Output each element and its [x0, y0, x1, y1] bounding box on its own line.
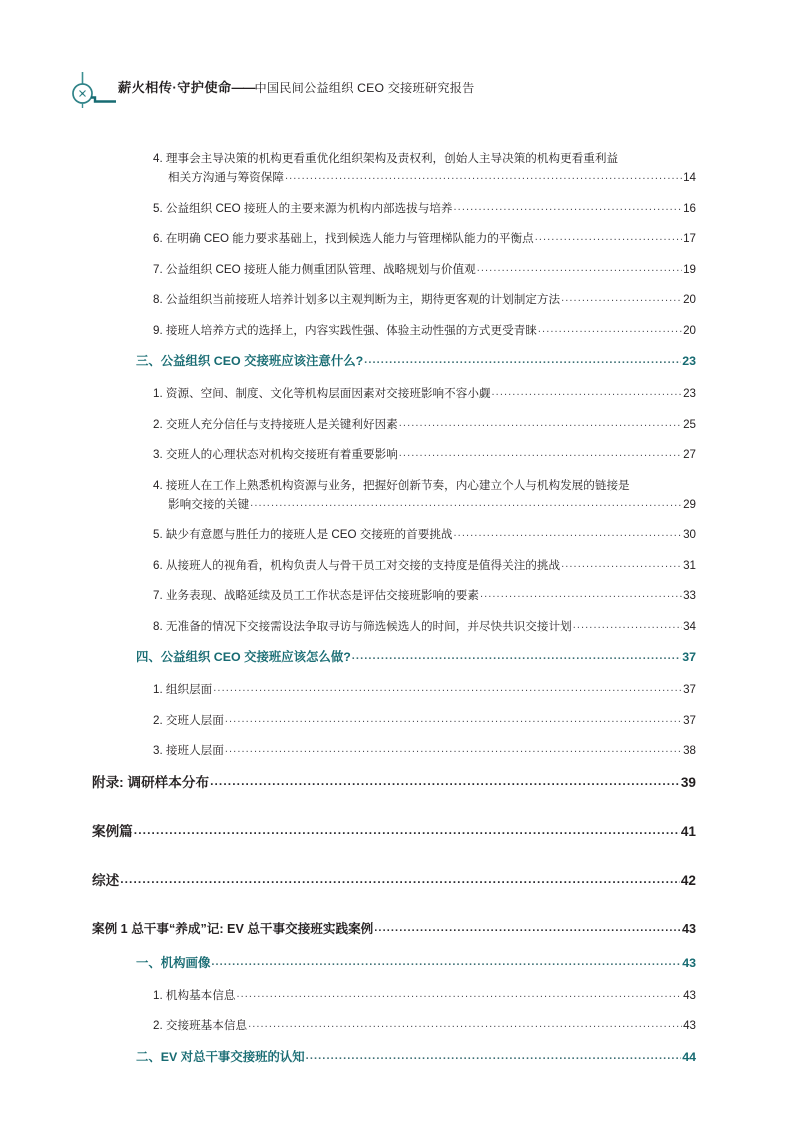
toc-entry-label: 6. 从接班人的视角看，机构负责人与骨干员工对交接的支持度是值得关注的挑战 [153, 558, 561, 572]
toc-entry-label: 8. 无准备的情况下交接需设法争取寻访与筛选候选人的时间，并尽快共识交接计划 [153, 619, 572, 633]
toc-page-number: 19 [683, 262, 696, 276]
toc-page-number: 37 [683, 713, 696, 727]
toc-entry-label: 1. 资源、空间、制度、文化等机构层面因素对交接班影响不容小觑 [153, 387, 491, 400]
toc-entry-label: 6. 在明确 CEO 能力要求基础上，找到候选人能力与管理梯队能力的平衡点 [153, 232, 534, 245]
toc-page-number: 44 [682, 1049, 696, 1064]
toc-dot-leader [454, 198, 683, 216]
toc-dot-leader [210, 771, 680, 791]
toc-dot-leader [250, 494, 682, 512]
header-title-main: 薪火相传·守护使命 [118, 80, 232, 95]
toc-page-number: 42 [680, 872, 696, 888]
toc-page-number: 37 [682, 650, 696, 664]
toc-entry-label: 5. 缺少有意愿与胜任力的接班人是 CEO 交接班的首要挑战 [153, 528, 453, 541]
toc-entry[interactable] [0, 773, 793, 793]
toc-entry[interactable] [0, 681, 793, 699]
toc-entry[interactable] [0, 648, 793, 667]
toc-entry[interactable] [0, 496, 793, 514]
toc-entry[interactable] [0, 352, 793, 371]
toc-entry-label: 一、机构画像 [136, 955, 211, 970]
toc-page-number: 39 [680, 774, 696, 790]
toc-page-number: 23 [683, 387, 696, 400]
toc-entry[interactable] [0, 742, 793, 760]
toc-dot-leader [236, 985, 682, 1003]
toc-dot-leader [538, 320, 682, 338]
toc-page-number: 16 [683, 201, 696, 215]
toc-page-number: 38 [683, 744, 696, 757]
toc-dot-leader [248, 1015, 682, 1033]
toc-entry-label: 3. 接班人层面 [153, 744, 224, 757]
compass-circle-logo-icon [58, 70, 116, 110]
toc-dot-leader [225, 740, 682, 758]
toc-entry-line [0, 150, 793, 167]
toc-page-number: 41 [680, 823, 696, 839]
toc-dot-leader [134, 820, 680, 840]
toc-entry[interactable] [0, 920, 793, 940]
header-title-sub: 中国民间公益组织 CEO 交接班研究报告 [254, 81, 475, 95]
toc-dot-leader [454, 524, 683, 542]
toc-dot-leader [492, 383, 683, 401]
toc-dot-leader [211, 952, 681, 971]
toc-entry-label: 案例篇 [92, 823, 133, 839]
toc-entry[interactable] [0, 416, 793, 434]
toc-page-number: 17 [683, 232, 696, 245]
header-title-dash: —— [231, 81, 255, 95]
table-of-contents [0, 150, 793, 1081]
toc-dot-leader [306, 1046, 682, 1065]
toc-entry[interactable] [0, 557, 793, 575]
toc-entry-label: 2. 交班人层面 [153, 713, 224, 727]
toc-dot-leader [352, 646, 681, 665]
toc-dot-leader [399, 444, 682, 462]
toc-page-number: 43 [682, 955, 696, 970]
toc-page-number: 33 [683, 589, 696, 602]
toc-entry[interactable] [0, 446, 793, 464]
toc-page-number: 14 [683, 171, 696, 184]
toc-entry[interactable] [0, 618, 793, 636]
toc-entry[interactable] [0, 526, 793, 544]
toc-entry[interactable] [0, 822, 793, 842]
toc-page-number: 25 [683, 417, 696, 431]
toc-dot-leader [561, 289, 682, 307]
toc-page-number: 20 [683, 323, 696, 337]
toc-entry[interactable] [0, 291, 793, 309]
toc-entry[interactable] [0, 322, 793, 340]
toc-entry[interactable] [0, 1017, 793, 1035]
toc-entry-line [0, 477, 793, 494]
toc-entry[interactable] [0, 954, 793, 973]
toc-dot-leader [561, 555, 682, 573]
page-header [0, 70, 793, 112]
toc-dot-leader [120, 869, 680, 889]
toc-entry[interactable] [0, 712, 793, 730]
toc-page-number: 27 [683, 448, 696, 461]
toc-entry-label: 9. 接班人培养方式的选择上，内容实践性强、体验主动性强的方式更受青睐 [153, 323, 537, 337]
toc-entry-label: 案例 1 总干事“养成”记: EV 总干事交接班实践案例 [92, 921, 374, 936]
toc-dot-leader [573, 616, 682, 634]
toc-entry[interactable] [0, 987, 793, 1005]
toc-entry-label: 2. 交班人充分信任与支持接班人是关键利好因素 [153, 417, 398, 431]
toc-entry-label: 二、EV 对总干事交接班的认知 [136, 1049, 305, 1064]
toc-entry-label: 附录: 调研样本分布 [92, 774, 210, 790]
toc-entry-label-cont: 影响交接的关键 [168, 497, 250, 511]
toc-dot-leader [364, 350, 681, 369]
toc-page-number: 31 [683, 558, 696, 572]
header-title [118, 79, 475, 97]
toc-entry-label: 5. 公益组织 CEO 接班人的主要来源为机构内部选拔与培养 [153, 201, 453, 215]
toc-entry-label: 四、公益组织 CEO 交接班应该怎么做? [136, 650, 351, 664]
toc-entry[interactable] [0, 169, 793, 187]
toc-entry-label: 1. 机构基本信息 [153, 988, 236, 1002]
toc-entry-label: 3. 交班人的心理状态对机构交接班有着重要影响 [153, 448, 398, 461]
toc-entry-label: 7. 业务表现、战略延续及员工工作状态是评估交接班影响的要素 [153, 589, 479, 602]
toc-entry[interactable] [0, 385, 793, 403]
toc-entry-label: 1. 组织层面 [153, 683, 213, 696]
toc-entry[interactable] [0, 230, 793, 248]
toc-dot-leader [399, 414, 682, 432]
toc-dot-leader [285, 167, 682, 185]
toc-page-number: 30 [683, 528, 696, 541]
toc-entry-label: 8. 公益组织当前接班人培养计划多以主观判断为主，期待更客观的计划制定方法 [153, 293, 561, 306]
toc-dot-leader [213, 679, 682, 697]
toc-dot-leader [477, 259, 682, 277]
toc-page-number: 20 [683, 293, 696, 306]
toc-entry[interactable] [0, 1048, 793, 1067]
toc-entry[interactable] [0, 200, 793, 218]
toc-entry[interactable] [0, 261, 793, 279]
toc-page-number: 43 [683, 988, 696, 1002]
toc-entry-label: 4. 接班人在工作上熟悉机构资源与业务，把握好创新节奏，内心建立个人与机构发展的链接是 [153, 478, 630, 492]
toc-page-number: 29 [683, 497, 696, 511]
toc-dot-leader [225, 710, 682, 728]
toc-page-number: 43 [681, 921, 696, 936]
toc-dot-leader [374, 918, 681, 938]
toc-entry-label: 综述 [92, 872, 120, 888]
toc-dot-leader [535, 228, 682, 246]
toc-entry-label: 7. 公益组织 CEO 接班人能力侧重团队管理、战略规划与价值观 [153, 262, 476, 276]
toc-page-number: 43 [683, 1019, 696, 1032]
toc-entry-label: 三、公益组织 CEO 交接班应该注意什么? [136, 354, 364, 368]
toc-entry-label-cont: 相关方沟通与筹资保障 [168, 171, 284, 184]
toc-dot-leader [480, 585, 682, 603]
toc-entry-label: 2. 交接班基本信息 [153, 1019, 248, 1032]
toc-page-number: 23 [682, 354, 696, 368]
toc-page-number: 34 [683, 619, 696, 633]
toc-entry[interactable] [0, 871, 793, 891]
toc-page-number: 37 [683, 683, 696, 696]
toc-entry[interactable] [0, 587, 793, 605]
toc-entry-label: 4. 理事会主导决策的机构更看重优化组织架构及责权利，创始人主导决策的机构更看重利益 [153, 152, 619, 165]
